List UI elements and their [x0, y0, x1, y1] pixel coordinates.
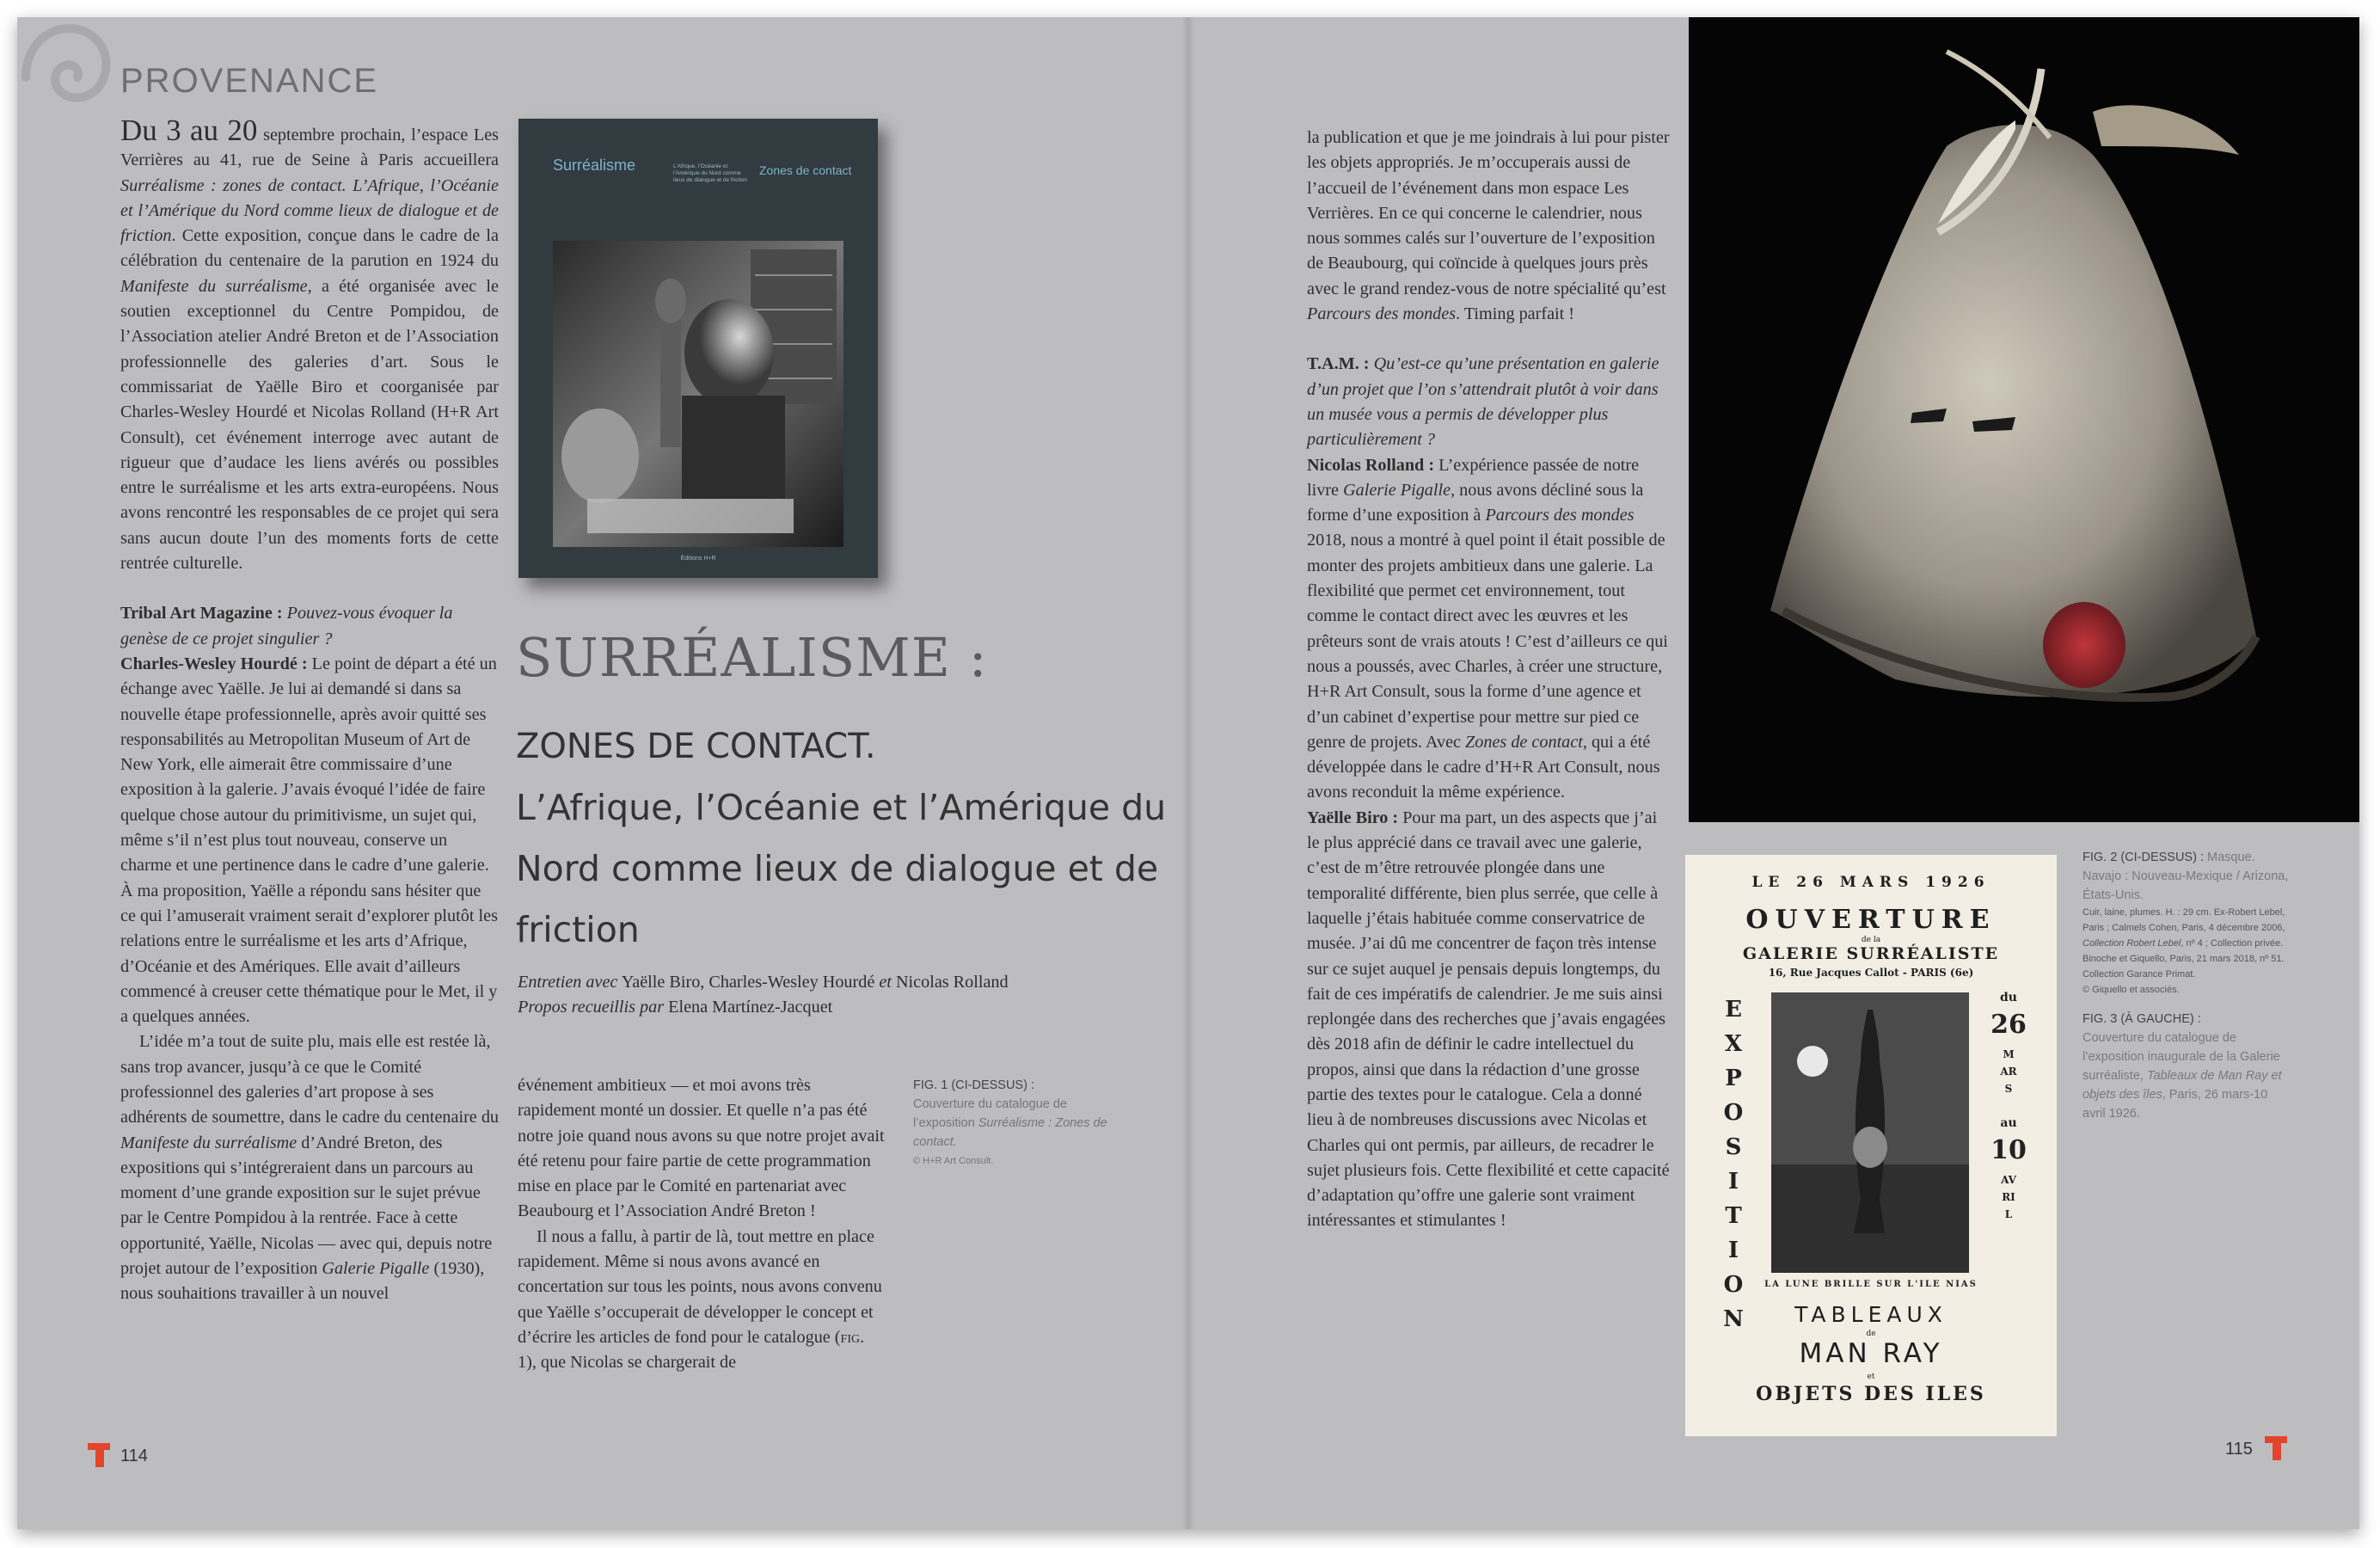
article-column-3: [1307, 126, 1670, 1234]
exhibition-poster-image: [1685, 855, 2057, 1436]
cover-title-left: Surréalisme: [553, 157, 636, 174]
poster-tableaux: TABLEAUX: [1794, 1302, 1948, 1327]
navajo-mask-photo: [1689, 17, 2359, 822]
fig3-label: FIG. 3 (À GAUCHE) :: [2082, 1012, 2201, 1026]
answer-1: Charles-Wesley Hourdé : Le point de départ a été un échange avec Yaëlle. Je lui ai demandé si dans sa nouvelle étape professionnelle, après avoir quitté ses responsabilités au Metropolitan Museum of Art de New York, elle aimerait être commissaire d’une exposition à la galerie. J’avais évoqué l’idée de faire quelque chose autour du primitivisme, un sujet qui, même s’il n’est plus tout nouveau, conserve un charme et une pertinence dans le cadre d’une galerie. À ma proposition, Yaëlle a répondu sans hésiter que ce qui l’amuserait vraiment serait d’explorer plutôt les relations entre le surréalisme et les arts d’Afrique, d’Océanie et des Amériques. Elle avait d’ailleurs commencé à creuser cette thématique pour le Met, il y a quelques années.: [120, 654, 498, 1027]
poster-et: et: [1867, 1373, 1875, 1381]
question-2: T.A.M. : Qu’est-ce qu’une présentation en galerie d’un projet que l’on s’attendrait plutôt à voir dans un musée vous a permis de développer plus particulièrement ?: [1307, 354, 1659, 450]
section-label: PROVENANCE: [120, 62, 379, 100]
article-subtitle: [516, 721, 1169, 961]
poster-galerie: GALERIE SURRÉALISTE: [1742, 944, 2000, 963]
poster-photo-caption: LA LUNE BRILLE SUR L'ILE NIAS: [1764, 1280, 1978, 1289]
cover-small-text: L’Afrique, l’Océanie et l’Amérique du Nord comme lieux de dialogue et de friction: [673, 163, 748, 183]
poster-de-la: de la: [1861, 936, 1881, 944]
question-1: Tribal Art Magazine : Pouvez-vous évoquer la genèse de ce projet singulier ?: [120, 604, 453, 648]
poster-objets: OBJETS DES ILES: [1756, 1383, 1986, 1405]
swirl-logo-icon: [17, 17, 120, 138]
fig2-fig3-captions: [2082, 848, 2289, 1123]
magazine-t-logo-icon: [88, 1443, 110, 1467]
col3-paragraph-1: la publication et que je me joindrais à lui pour pister les objets appropriés. Je m’occuperais aussi de l’accueil de l’événement dans mon espace Les Verrières. En ce qui concerne le calendrier, nous nous sommes calés sur l’ouverture de l’exposition de Beaubourg, qui coïncide à quelques jours près avec le grand rendez-vous de notre spécialité qu’est Parcours des mondes. Timing parfait !: [1307, 128, 1670, 324]
poster-au: au: [2000, 1116, 2017, 1130]
catalogue-cover-image: [518, 119, 878, 578]
answer-3: Yaëlle Biro : Pour ma part, un des aspects que j’ai le plus apprécié dans ce travail avec une galerie, c’est de m’être retrouvée plongée dans une temporalité différente, bien plus serrée, que celle à laquelle j’étais habituée comme conservatrice de musée. J’ai dû me concentrer de façon très intense sur ce sujet auquel je pensais depuis longtemps, du fait de ces impératifs de calendrier. Je me suis ainsi replongée dans des recherches que j’avais engagées dès 2018 afin de définir le cadre intellectuel du propos, ainsi que dans la rédaction d’une grosse partie des textes pour le catalogue. Cela a donné lieu à de nombreuses discussions avec Nicolas et Charles qui ont permis, par ailleurs, de recadrer le sujet plusieurs fois. Cette flexibilité et cette capacité d’adaptation qu’offre une galerie sont vraiment intéressantes et stimulantes !: [1307, 808, 1670, 1231]
page-number-right: 115: [2225, 1440, 2253, 1459]
poster-du: du: [2000, 991, 2017, 1004]
paragraph-3: L’idée m’a tout de suite plu, mais elle est restée là, sans trop avancer, jusqu’à ce que le Comité professionnel des galeries d’art propose à ses adhérents de soumettre, dans le cadre du centenaire du Manifeste du surréalisme d’André Breton, des expositions qui s’intégreraient dans un parcours au moment d’une grande exposition sur le sujet prévue par le Centre Pompidou à la rentrée. Face à cette opportunité, Yaëlle, Nicolas — avec qui, depuis notre projet autour de l’exposition Galerie Pigalle (1930), nous souhaitions travailler à un nouvel: [120, 1032, 500, 1304]
fig2-details: Cuir, laine, plumes. H. : 29 cm. Ex-Robert Lebel, Paris ; Calmels Cohen, Paris, 4 décembre 2006, Collection Robert Lebel, nº 4 ; Collection privée. Binoche et Giquello, Paris, 21 mars 2018, nº 51. Collection Garance Primat.: [2082, 907, 2285, 980]
article-title: SURRÉALISME :: [516, 626, 988, 689]
cover-photo: [553, 241, 843, 547]
magazine-t-logo-right-icon: [2265, 1436, 2287, 1460]
poster-mars: MARS: [2000, 1048, 2017, 1095]
poster-day-10: 10: [1990, 1135, 2027, 1165]
poster-date-line: LE 26 MARS 1926: [1751, 874, 1990, 891]
poster-exposition-vertical: EXPOSITION: [1723, 997, 1744, 1332]
poster-avril: AVRIL: [2001, 1174, 2016, 1220]
fig2-credit: © Giquello et associés.: [2082, 985, 2180, 995]
cover-publisher: Éditions H+R: [680, 556, 716, 562]
lede-dropcap: Du 3 au 20: [120, 114, 258, 147]
article-column-1: [120, 115, 499, 1307]
fig2-caption: FIG. 2 (CI-DESSUS) : Masque. Navajo : Nouveau-Mexique / Arizona, États-Unis.: [2082, 851, 2289, 902]
left-page: [17, 17, 1188, 1529]
poster-de: de: [1866, 1330, 1876, 1338]
fig3-caption: Couverture du catalogue de l’exposition inaugurale de la Galerie surréaliste, Tableaux de Man Ray et objets des îles, Paris, 26 mars-10 avril 1926.: [2082, 1031, 2282, 1121]
poster-day-26: 26: [1990, 1010, 2027, 1040]
poster-ouverture: OUVERTURE: [1745, 905, 1997, 935]
col2-paragraph-1: événement ambitieux — et moi avons très rapidement monté un dossier. Et quelle n’a pas été notre joie quand nous avons su que notre projet avait été retenu pour faire partie de cette programmation mise en place par le Comité en partenariat avec Beaubourg et l’Association André Breton !: [518, 1076, 885, 1221]
page-number-left: 114: [120, 1447, 148, 1465]
magazine-spread: [17, 17, 2359, 1529]
article-column-2: [518, 1073, 887, 1376]
subtitle-line-1: ZONES DE CONTACT.: [516, 727, 876, 766]
lede-paragraph: Du 3 au 20 septembre prochain, l’espace Les Verrières au 41, rue de Seine à Paris accueillera Surréalisme : zones de contact. L’Afrique, l’Océanie et l’Amérique du Nord comme lieux de dialogue et de friction. Cette exposition, conçue dans le cadre de la célébration du centenaire de la parution en 1924 du Manifeste du surréalisme, a été organisée avec le soutien exceptionnel du Centre Pompidou, de l’Association atelier André Breton et de l’Association professionnelle des galeries d’art. Sous le commissariat de Yaëlle Biro et coorganisée par Charles-Wesley Hourdé et Nicolas Rolland (H+R Art Consult), cet événement interroge avec autant de rigueur que d’audace les liens avérés ou possibles entre le surréalisme et les arts extra-européens. Nous avons rencontré les responsables de ce projet qui sera sans aucun doute l’un des moments forts de cette rentrée culturelle.: [120, 114, 500, 574]
poster-photo: [1771, 992, 1969, 1273]
fig1-caption: FIG. 1 (CI-DESSUS) : Couverture du catalogue de l’exposition Surréalisme : Zones de contact. © H+R Art Consult.: [913, 1078, 1107, 1166]
col2-paragraph-2: Il nous a fallu, à partir de là, tout mettre en place rapidement. Même si nous avons avancé en concertation sur tous les points, nous avons convenu que Yaëlle s’occuperait de développer le concept et d’écrire les articles de fond pour le catalogue (fig. 1), que Nicolas se chargerait de: [518, 1226, 882, 1373]
poster-man-ray: MAN RAY: [1799, 1338, 1943, 1369]
byline: Entretien avec Yaëlle Biro, Charles-Wesley Hourdé et Nicolas Rolland Propos recueillis par Elena Martínez-Jacquet: [518, 973, 1009, 1017]
poster-address: 16, Rue Jacques Callot - PARIS (6e): [1768, 967, 1974, 979]
subtitle-line-2: L’Afrique, l’Océanie et l’Amérique du Nord comme lieux de dialogue et de friction: [516, 787, 1167, 950]
answer-2: Nicolas Rolland : L’expérience passée de notre livre Galerie Pigalle, nous avons décliné sous la forme d’une exposition à Parcours des mondes 2018, nous a montré à quel point il était possible de monter des projets ambitieux dans une galerie. La flexibilité que permet cet environnement, tout comme le contact direct avec les œuvres et les prêteurs sont de vrais atouts ! C’est d’ailleurs ce qui nous a poussés, avec Charles, à créer une structure, H+R Art Consult, sous la forme d’une agence et d’un cabinet d’expertise pour mettre sur pied ce genre de projets. Avec Zones de contact, qui a été développée dans le cadre d’H+R Art Consult, nous avons reconduit la même expérience.: [1307, 455, 1668, 802]
cover-title-right: Zones de contact: [759, 163, 852, 177]
